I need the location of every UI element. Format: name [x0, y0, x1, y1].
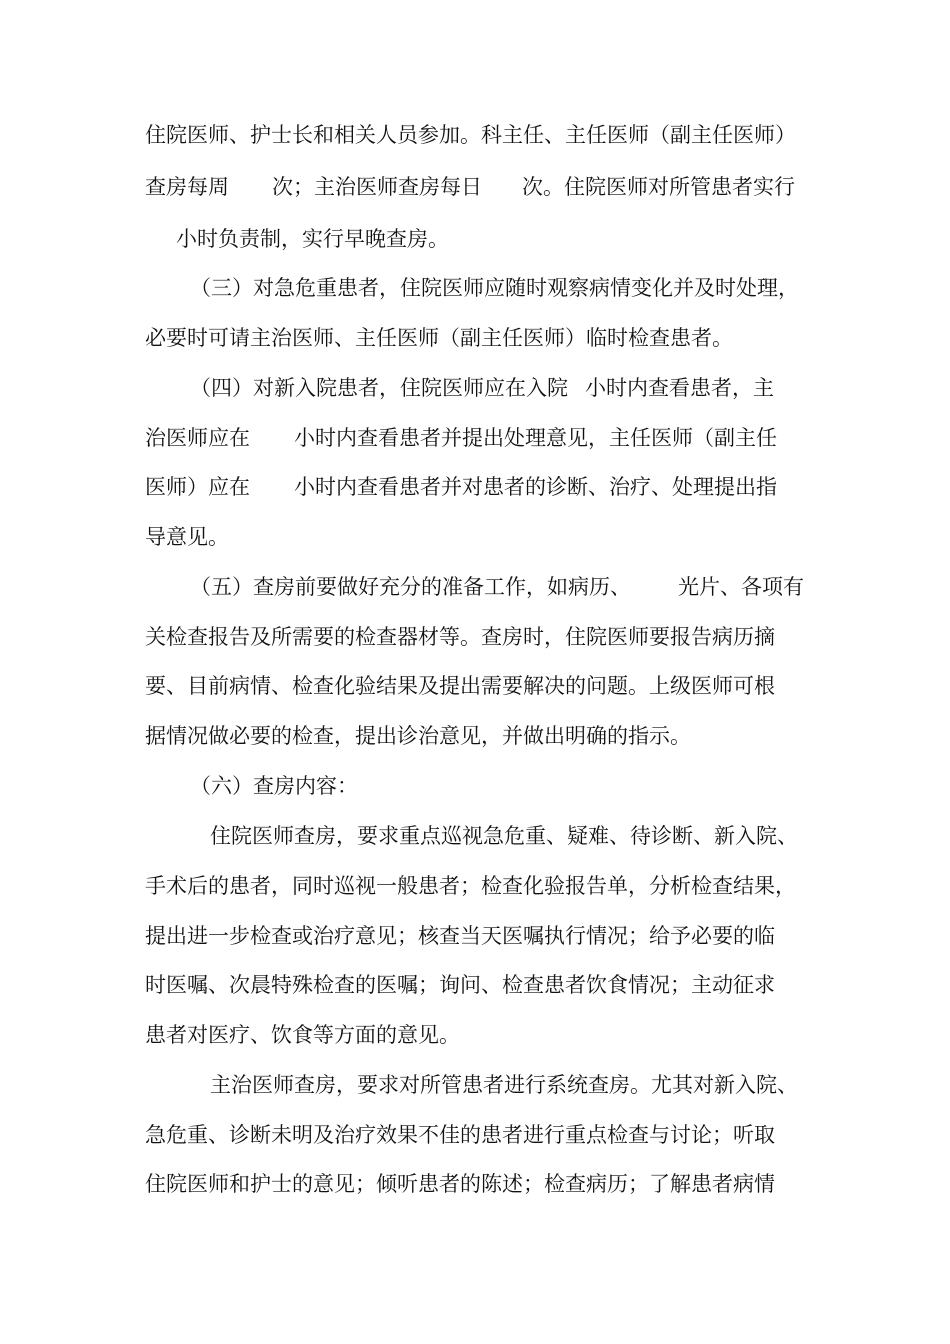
text-segment: 查房每周: [145, 175, 229, 199]
text-line: [0, 567, 950, 607]
text-line: [0, 617, 950, 657]
text-segment: 导意见。: [145, 525, 229, 549]
text-line: [0, 666, 950, 706]
text-line: [0, 965, 950, 1005]
text-segment: 小时内查看患者并对患者的诊断、治疗、处理提出指: [294, 475, 777, 499]
text-line: [0, 115, 950, 155]
text-segment: 住院医师查房，要求重点巡视急危重、疑难、待诊断、新入院、: [210, 824, 798, 848]
text-segment: 光片、各项有: [678, 575, 804, 599]
text-segment: 住院医师、护士长和相关人员参加。科主任、主任医师（副主任医师）: [145, 123, 796, 147]
text-segment: 关检查报告及所需要的检查器材等。查房时，住院医师要报告病历摘: [145, 625, 775, 649]
text-segment: 小时内查看患者，主: [585, 376, 774, 400]
text-segment: 时医嘱、次晨特殊检查的医嘱；询问、检查患者饮食情况；主动征求: [145, 973, 775, 997]
text-line: [0, 1164, 950, 1204]
text-line: [0, 1065, 950, 1105]
text-segment: 手术后的患者，同时巡视一般患者；检查化验报告单，分析检查结果，: [145, 874, 796, 898]
text-line: [0, 467, 950, 507]
text-segment: 提出进一步检查或治疗意见；核查当天医嘱执行情况；给予必要的临: [145, 924, 775, 948]
text-segment: 次；主治医师查房每日: [272, 175, 482, 199]
text-segment: 次。住院医师对所管患者实行: [522, 175, 795, 199]
text-line: [0, 268, 950, 308]
text-line: [0, 368, 950, 408]
text-segment: 住院医师和护士的意见；倾听患者的陈述；检查病历；了解患者病情: [145, 1172, 775, 1196]
text-line: [0, 766, 950, 806]
text-segment: 必要时可请主治医师、主任医师（副主任医师）临时检查患者。: [145, 326, 733, 350]
text-line: [0, 1115, 950, 1155]
text-segment: （六）查房内容：: [190, 774, 358, 798]
text-line: [0, 716, 950, 756]
text-segment: （五）查房前要做好充分的准备工作，如病历、: [190, 575, 631, 599]
text-line: [0, 916, 950, 956]
text-segment: 急危重、诊断未明及治疗效果不佳的患者进行重点检查与讨论；听取: [145, 1123, 775, 1147]
text-segment: 患者对医疗、饮食等方面的意见。: [145, 1023, 460, 1047]
text-line: [0, 517, 950, 557]
text-line: [0, 816, 950, 856]
text-segment: 主治医师查房，要求对所管患者进行系统查房。尤其对新入院、: [210, 1073, 798, 1097]
text-segment: （三）对急危重患者，住院医师应随时观察病情变化并及时处理，: [190, 276, 799, 300]
text-segment: 要、目前病情、检查化验结果及提出需要解决的问题。上级医师可根: [145, 674, 775, 698]
text-segment: 治医师应在: [145, 426, 250, 450]
text-segment: 小时内查看患者并提出处理意见，主任医师（副主任: [294, 426, 777, 450]
text-segment: 医师）应在: [145, 475, 250, 499]
text-line: [0, 167, 950, 207]
text-line: [0, 318, 950, 358]
text-segment: （四）对新入院患者，住院医师应在入院: [190, 376, 568, 400]
text-line: [0, 1015, 950, 1055]
text-segment: 据情况做必要的检查，提出诊治意见，并做出明确的指示。: [145, 724, 691, 748]
text-line: [0, 418, 950, 458]
text-line: [0, 866, 950, 906]
text-segment: 小时负责制，实行早晚查房。: [176, 227, 449, 251]
text-line: [0, 219, 950, 259]
